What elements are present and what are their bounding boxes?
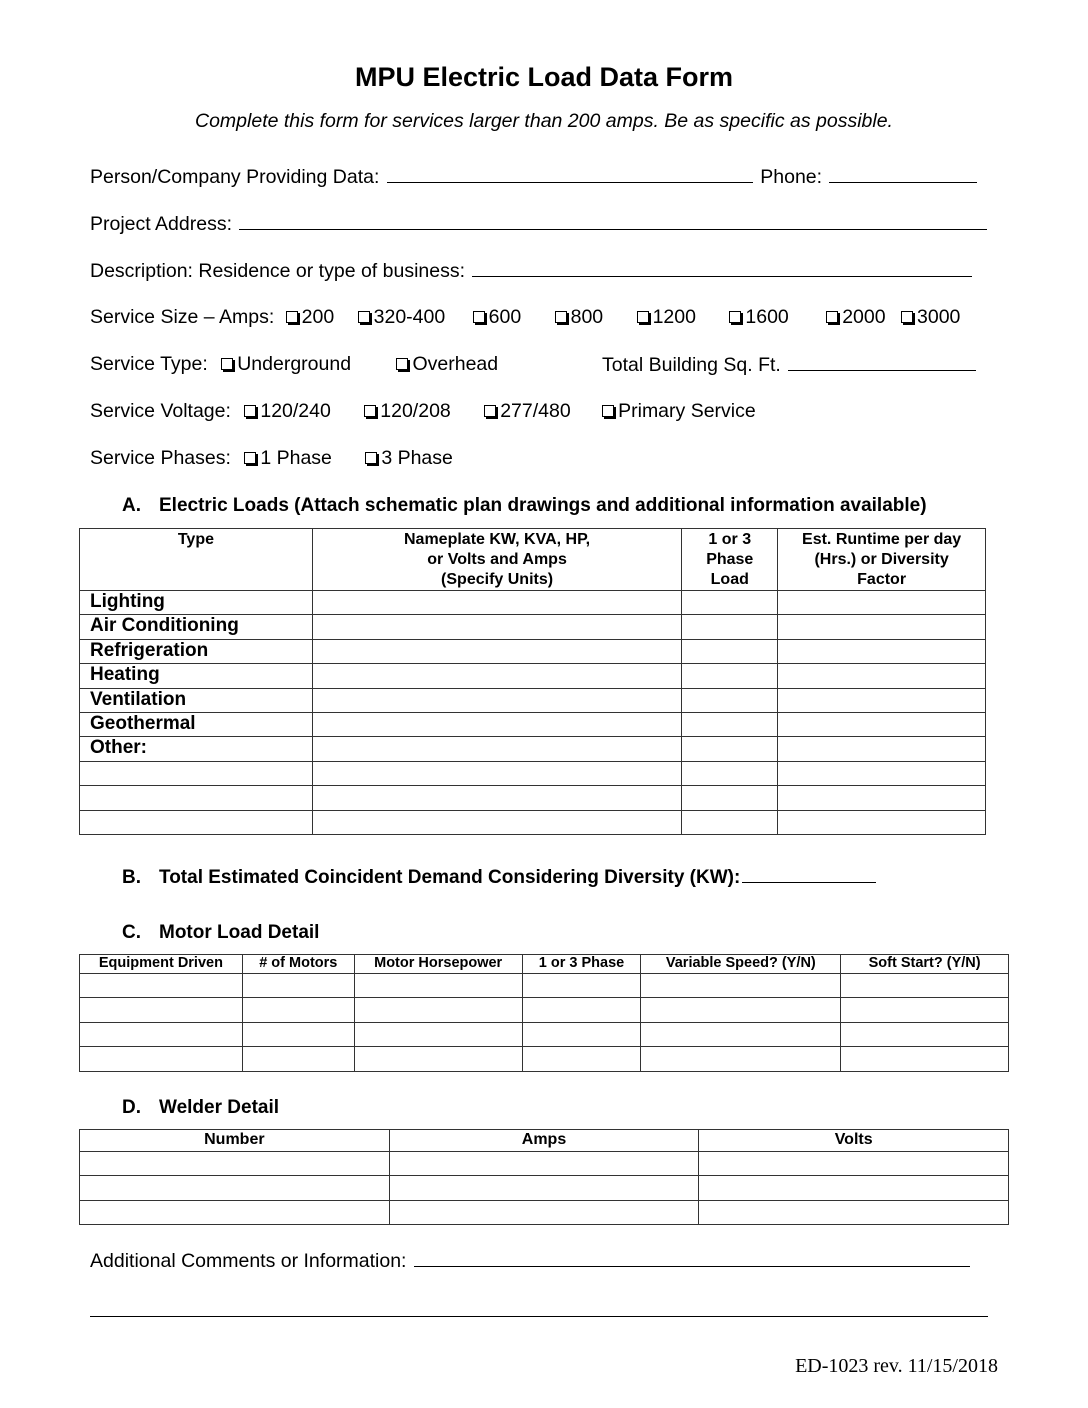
option-3000[interactable]: 3000 xyxy=(901,306,960,329)
cell[interactable] xyxy=(641,998,841,1022)
cell[interactable] xyxy=(641,974,841,998)
phone-label: Phone: xyxy=(760,166,823,188)
cell[interactable] xyxy=(80,1022,243,1046)
description-label: Description: Residence or type of business: xyxy=(90,260,466,282)
comments-field[interactable] xyxy=(414,1249,970,1267)
cell[interactable] xyxy=(312,615,682,639)
section-d-heading: D. Welder Detail xyxy=(122,1097,280,1118)
cell[interactable] xyxy=(778,810,986,834)
cell[interactable] xyxy=(778,591,986,615)
cell[interactable] xyxy=(354,998,522,1022)
table-row xyxy=(80,786,986,810)
col-soft-start: Soft Start? (Y/N) xyxy=(841,955,1009,974)
cell[interactable] xyxy=(80,974,243,998)
table-row xyxy=(80,591,986,615)
cell[interactable] xyxy=(778,737,986,761)
checkbox-icon[interactable] xyxy=(901,311,913,323)
cell[interactable] xyxy=(389,1200,699,1224)
comments-label: Additional Comments or Information: xyxy=(90,1250,407,1272)
cell[interactable] xyxy=(841,1047,1009,1071)
cell[interactable] xyxy=(778,761,986,785)
option-120-208[interactable]: 120/208 xyxy=(364,400,451,423)
cell[interactable] xyxy=(778,786,986,810)
cell[interactable] xyxy=(80,1176,390,1200)
cell[interactable] xyxy=(80,786,313,810)
cell[interactable] xyxy=(778,664,986,688)
col-type: Type xyxy=(80,529,313,591)
row-label: Air Conditioning xyxy=(80,615,313,639)
section-a-heading: A. Electric Loads (Attach schematic plan drawings and additional information available) xyxy=(122,495,927,516)
cell[interactable] xyxy=(841,974,1009,998)
cell[interactable] xyxy=(80,1047,243,1071)
option-200[interactable]: 200 xyxy=(286,306,335,329)
cell[interactable] xyxy=(682,810,778,834)
col-number: Number xyxy=(80,1130,390,1152)
checkbox-icon[interactable] xyxy=(364,405,376,417)
cell[interactable] xyxy=(312,737,682,761)
cell[interactable] xyxy=(841,998,1009,1022)
service-size-label: Service Size – Amps: xyxy=(90,306,275,328)
col-variable-speed: Variable Speed? (Y/N) xyxy=(641,955,841,974)
row-label: Heating xyxy=(80,664,313,688)
cell[interactable] xyxy=(522,1022,641,1046)
cell[interactable] xyxy=(682,664,778,688)
table-header-row xyxy=(80,529,986,591)
checkbox-icon[interactable] xyxy=(637,311,649,323)
checkbox-icon[interactable] xyxy=(602,405,614,417)
service-voltage-label: Service Voltage: xyxy=(90,400,231,422)
cell[interactable] xyxy=(389,1152,699,1176)
option-2000[interactable]: 2000 xyxy=(826,306,885,329)
option-1600[interactable]: 1600 xyxy=(729,306,788,329)
sqft-field[interactable] xyxy=(788,353,976,371)
table-row xyxy=(80,1200,1009,1224)
cell[interactable] xyxy=(699,1152,1009,1176)
cell[interactable] xyxy=(778,712,986,736)
table-header-row xyxy=(80,1130,1009,1152)
service-type-row xyxy=(90,353,498,376)
address-label: Project Address: xyxy=(90,213,232,235)
table-row xyxy=(80,664,986,688)
table-row xyxy=(80,1047,1009,1071)
cell[interactable] xyxy=(354,974,522,998)
person-label: Person/Company Providing Data: xyxy=(90,166,380,188)
cell[interactable] xyxy=(80,1152,390,1176)
col-volts: Volts xyxy=(699,1130,1009,1152)
option-underground[interactable]: Underground xyxy=(221,353,351,376)
description-field[interactable] xyxy=(472,259,972,277)
option-1200[interactable]: 1200 xyxy=(637,306,696,329)
col-phase: 1 or 3 Phase xyxy=(522,955,641,974)
col-motor-horsepower: Motor Horsepower xyxy=(354,955,522,974)
checkbox-icon[interactable] xyxy=(826,311,838,323)
table-row xyxy=(80,810,986,834)
cell[interactable] xyxy=(522,998,641,1022)
option-primary-service[interactable]: Primary Service xyxy=(602,400,756,423)
cell[interactable] xyxy=(641,1047,841,1071)
cell[interactable] xyxy=(699,1200,1009,1224)
checkbox-icon[interactable] xyxy=(221,358,233,370)
cell[interactable] xyxy=(778,639,986,663)
col-amps: Amps xyxy=(389,1130,699,1152)
electric-loads-table xyxy=(79,528,986,835)
col-num-motors: # of Motors xyxy=(242,955,354,974)
cell[interactable] xyxy=(682,591,778,615)
sqft-label: Total Building Sq. Ft. xyxy=(602,354,781,376)
section-c-heading: C. Motor Load Detail xyxy=(122,922,320,943)
cell[interactable] xyxy=(641,1022,841,1046)
col-equipment-driven: Equipment Driven xyxy=(80,955,243,974)
row-label: Other: xyxy=(80,737,313,761)
service-phases-row xyxy=(90,447,453,470)
cell[interactable] xyxy=(312,664,682,688)
checkbox-icon[interactable] xyxy=(358,311,370,323)
row-label: Ventilation xyxy=(80,688,313,712)
table-row xyxy=(80,1152,1009,1176)
col-runtime: Est. Runtime per day (Hrs.) or Diversity Factor xyxy=(778,529,986,591)
motor-load-table xyxy=(79,954,1009,1072)
cell[interactable] xyxy=(682,737,778,761)
cell[interactable] xyxy=(80,810,313,834)
service-size-row xyxy=(90,306,960,329)
cell[interactable] xyxy=(682,761,778,785)
cell[interactable] xyxy=(682,712,778,736)
coincident-demand-field[interactable] xyxy=(742,865,876,883)
welder-table xyxy=(79,1129,1009,1225)
checkbox-icon[interactable] xyxy=(365,452,377,464)
table-row xyxy=(80,615,986,639)
table-row xyxy=(80,1022,1009,1046)
col-nameplate: Nameplate KW, KVA, HP, or Volts and Amps (Specify Units) xyxy=(312,529,682,591)
address-field[interactable] xyxy=(239,212,987,230)
cell[interactable] xyxy=(682,688,778,712)
cell[interactable] xyxy=(242,1022,354,1046)
checkbox-icon[interactable] xyxy=(244,405,256,417)
person-field[interactable] xyxy=(387,165,753,183)
cell[interactable] xyxy=(354,1022,522,1046)
sqft-row xyxy=(602,353,978,377)
option-277-480[interactable]: 277/480 xyxy=(484,400,571,423)
table-header-row xyxy=(80,955,1009,974)
cell[interactable] xyxy=(312,639,682,663)
cell[interactable] xyxy=(312,810,682,834)
cell[interactable] xyxy=(80,1200,390,1224)
cell[interactable] xyxy=(682,639,778,663)
cell[interactable] xyxy=(389,1176,699,1200)
table-row xyxy=(80,1176,1009,1200)
option-600[interactable]: 600 xyxy=(473,306,522,329)
cell[interactable] xyxy=(80,761,313,785)
cell[interactable] xyxy=(699,1176,1009,1200)
cell[interactable] xyxy=(354,1047,522,1071)
cell[interactable] xyxy=(312,786,682,810)
cell[interactable] xyxy=(778,688,986,712)
table-row xyxy=(80,712,986,736)
cell[interactable] xyxy=(312,761,682,785)
table-row xyxy=(80,761,986,785)
cell[interactable] xyxy=(522,1047,641,1071)
service-type-label: Service Type: xyxy=(90,353,208,375)
page-title: MPU Electric Load Data Form xyxy=(354,62,734,92)
option-800[interactable]: 800 xyxy=(555,306,604,329)
cell[interactable] xyxy=(242,1047,354,1071)
table-row xyxy=(80,998,1009,1022)
cell[interactable] xyxy=(682,615,778,639)
table-row xyxy=(80,688,986,712)
checkbox-icon[interactable] xyxy=(286,311,298,323)
checkbox-icon[interactable] xyxy=(244,452,256,464)
cell[interactable] xyxy=(682,786,778,810)
checkbox-icon[interactable] xyxy=(555,311,567,323)
address-row xyxy=(90,212,989,236)
option-3-phase[interactable]: 3 Phase xyxy=(365,447,453,470)
cell[interactable] xyxy=(312,712,682,736)
cell[interactable] xyxy=(242,974,354,998)
table-row xyxy=(80,639,986,663)
cell[interactable] xyxy=(522,974,641,998)
service-voltage-row xyxy=(90,400,756,423)
row-label: Geothermal xyxy=(80,712,313,736)
phone-field[interactable] xyxy=(829,165,977,183)
checkbox-icon[interactable] xyxy=(473,311,485,323)
option-120-240[interactable]: 120/240 xyxy=(244,400,331,423)
option-overhead[interactable]: Overhead xyxy=(396,353,498,376)
section-b-heading: B. Total Estimated Coincident Demand Considering Diversity (KW): xyxy=(122,865,878,889)
table-row xyxy=(80,974,1009,998)
cell[interactable] xyxy=(841,1022,1009,1046)
col-phase-load: 1 or 3 Phase Load xyxy=(682,529,778,591)
page-subtitle: Complete this form for services larger than 200 amps. Be as specific as possible. xyxy=(195,110,893,132)
checkbox-icon[interactable] xyxy=(484,405,496,417)
cell[interactable] xyxy=(80,998,243,1022)
cell[interactable] xyxy=(312,688,682,712)
row-label: Refrigeration xyxy=(80,639,313,663)
row-label: Lighting xyxy=(80,591,313,615)
option-320-400[interactable]: 320-400 xyxy=(358,306,446,329)
cell[interactable] xyxy=(778,615,986,639)
cell[interactable] xyxy=(242,998,354,1022)
option-1-phase[interactable]: 1 Phase xyxy=(244,447,332,470)
comments-row xyxy=(90,1249,972,1273)
cell[interactable] xyxy=(312,591,682,615)
form-id: ED-1023 rev. 11/15/2018 xyxy=(795,1355,998,1377)
description-row xyxy=(90,259,974,283)
person-row xyxy=(90,165,979,189)
comments-field-line-2[interactable] xyxy=(90,1316,988,1317)
checkbox-icon[interactable] xyxy=(396,358,408,370)
service-phases-label: Service Phases: xyxy=(90,447,231,469)
table-row xyxy=(80,737,986,761)
checkbox-icon[interactable] xyxy=(729,311,741,323)
